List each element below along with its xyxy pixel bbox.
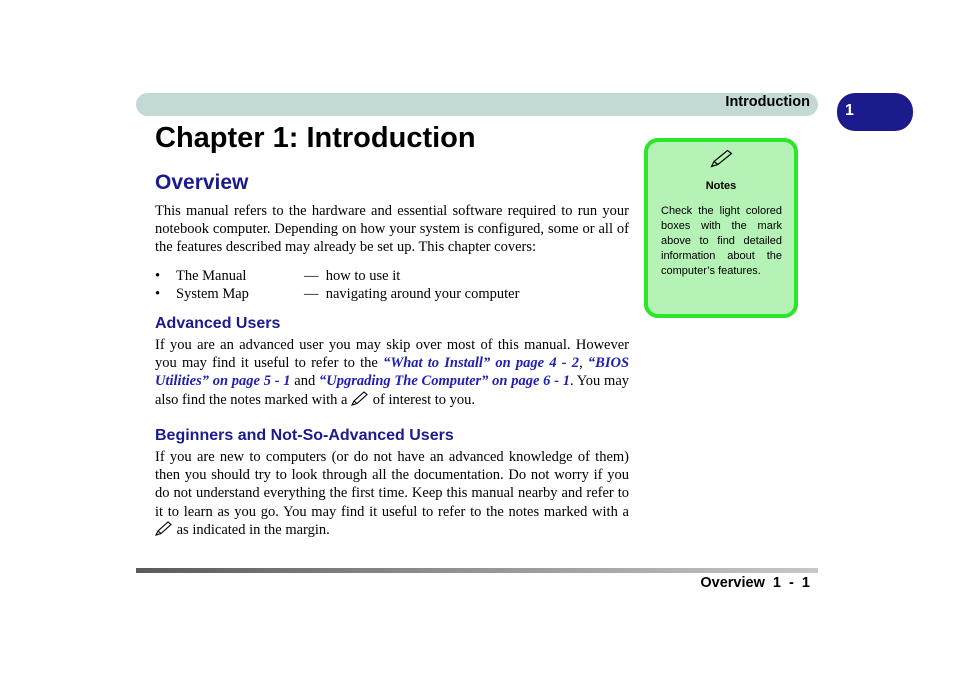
text-run: , bbox=[579, 355, 588, 372]
bullet-mark: • bbox=[155, 286, 161, 303]
chapter-number: 1 bbox=[845, 102, 854, 119]
notes-body: Check the light colored boxes with the mark above to find detailed information about the computer’s features. bbox=[661, 205, 782, 277]
pencil-icon bbox=[710, 149, 734, 173]
description-text: navigating around your computer bbox=[325, 286, 520, 303]
dash: — bbox=[304, 286, 319, 303]
list-item-description bbox=[304, 285, 519, 303]
section-title: Introduction bbox=[725, 94, 810, 110]
overview-paragraph: This manual refers to the hardware and essential software required to run your notebook computer. Depending on how your system is configured, some or all of the features described may already be set up. This chapter covers: bbox=[155, 203, 629, 256]
chapter-title: Chapter 1: Introduction bbox=[155, 122, 476, 154]
notes-box bbox=[644, 138, 798, 318]
header-bar bbox=[136, 93, 818, 116]
list-item-name: System Map bbox=[176, 286, 249, 303]
dash: — bbox=[304, 268, 319, 284]
text-run: If you are new to computers (or do not have an advanced knowledge of them) then you should try to look through all the documentation. Do not worry if you do not understand everything the first time. Keep this manual nearby and refer to it to learn as you go. You may find it useful to refer to the notes marked with a bbox=[155, 449, 629, 520]
pencil-icon bbox=[351, 391, 369, 411]
text-run: of interest to you. bbox=[369, 391, 476, 408]
notes-title: Notes bbox=[705, 180, 737, 192]
link-upgrading-the-computer[interactable]: “Upgrading The Computer” on page 6 - 1 bbox=[318, 373, 570, 390]
list-item-description bbox=[304, 267, 400, 285]
text-run: If you are an advanced user you may skip over most of this manual. However you may find it useful to refer to the bbox=[155, 337, 629, 372]
advanced-users-heading: Advanced Users bbox=[155, 315, 281, 332]
overview-heading: Overview bbox=[155, 171, 249, 194]
page-number bbox=[700, 575, 810, 591]
text-run: as indicated in the margin. bbox=[173, 521, 330, 538]
text-run: and bbox=[290, 373, 319, 390]
advanced-users-paragraph bbox=[155, 336, 629, 411]
description-text: how to use it bbox=[325, 268, 401, 284]
pencil-icon bbox=[155, 521, 173, 541]
link-what-to-install[interactable]: “What to Install” on page 4 - 2 bbox=[383, 355, 580, 372]
bullet-mark: • bbox=[155, 268, 161, 284]
beginners-heading: Beginners and Not-So-Advanced Users bbox=[155, 427, 454, 444]
chapter-tab bbox=[837, 93, 913, 131]
page-label: Overview 1 - 1 bbox=[700, 575, 810, 591]
link-bios-utilities[interactable]: “BIOS Utilities” on page 5 - 1 bbox=[155, 355, 630, 390]
footer-rule bbox=[136, 568, 818, 573]
beginners-paragraph bbox=[155, 448, 629, 541]
list-item-name: The Manual bbox=[176, 268, 247, 284]
text-run: . You may also find the notes marked with a bbox=[155, 373, 630, 408]
